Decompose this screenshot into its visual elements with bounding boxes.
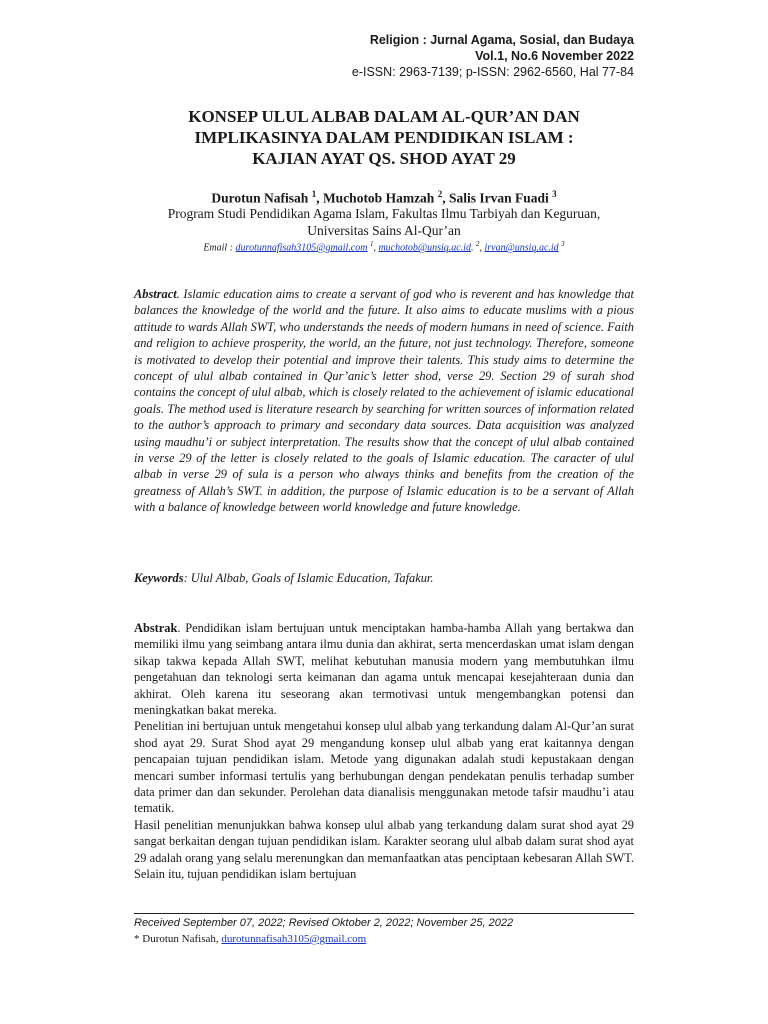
title-line: IMPLIKASINYA DALAM PENDIDIKAN ISLAM : [194, 128, 574, 147]
author-name: Muchotob Hamzah [322, 190, 435, 206]
journal-issn: e-ISSN: 2963-7139; p-ISSN: 2962-6560, Hal 77-84 [351, 65, 634, 79]
affiliation-line: Program Studi Pendidikan Agama Islam, Fakultas Ilmu Tarbiyah dan Keguruan, [167, 206, 601, 221]
abstract-label: Abstract [134, 287, 177, 301]
abstract-text: . Islamic education aims to create a servant of god who is reverent and has knowledge that balances the knowledge of the world and the future. It also aims to educate muslims with a pious attitude to wards Allah SWT, who understands the needs of modern humans in need of science. Faith and religion to achieve prosperity, the world, an the future, not just technology. Therefore, someone is motivated to develop their potential and improve their talents. This study aims to determine the concept of ulul albab contained in Qur’anic’s letter shod, verse 29. Section 29 of surah shod contains the concept of ulul albab, which is closely related to the achievement of islamic educational goals. The method used is literature research by searching for written sources of information related to the author’s approach to primary and secondary data sources. Data acquisition was analyzed using maudhu’i or subject interpretation. The results show that the concept of ulul albab contained in verse 29 of the letter is closely related to the goals of Islamic education. The caracter of ulul albab in verse 29 of sula is a person who always thinks and benefits from the creation of the greatness of Allah’s SWT. in addition, the purpose of Islamic education is to be a servant of Allah with a balance of knowledge between world knowledge and future knowledge. [134, 287, 634, 515]
keywords [134, 570, 634, 586]
email-line: Email : durotunnafisah3105@gmail.com $^1$, muchotob@unsiq.ac.id. $^2$, irvan@unsiq.ac.id $^3$ [203, 240, 565, 254]
email-link[interactable]: durotunnafisah3105@gmail.com [235, 242, 368, 254]
journal-name: Religion : Jurnal Agama, Sosial, dan Budaya [369, 33, 634, 47]
email-sup: 1 [369, 240, 374, 248]
abstract-english [134, 286, 634, 516]
email-link[interactable]: irvan@unsiq.ac.id [484, 242, 559, 254]
email-sup: 3 [561, 240, 565, 248]
email-link[interactable]: muchotob@unsiq.ac.id [378, 242, 471, 254]
journal-volume: Vol.1, No.6 November 2022 [475, 49, 634, 63]
title-line: KAJIAN AYAT QS. SHOD AYAT 29 [252, 149, 516, 168]
keywords-text: : Ulul Albab, Goals of Islamic Education, Tafakur. [183, 571, 434, 585]
corresponding-author [134, 932, 634, 946]
abstract-paragraph [134, 620, 634, 718]
author-name: Durotun Nafisah [211, 190, 309, 206]
corresponding-name: * Durotun Nafisah, [134, 933, 219, 945]
author-sup: 2 [437, 189, 443, 199]
abstract-indonesian [134, 620, 634, 883]
title-line: KONSEP ULUL ALBAB DALAM AL-QUR’AN DAN [188, 107, 580, 126]
corresponding-email-link[interactable]: durotunnafisah3105@gmail.com [221, 933, 367, 945]
author-list: Durotun Nafisah $^1$, Muchotob Hamzah $^2$, Salis Irvan Fuadi $^3$ [211, 189, 557, 206]
abstrak-label: Abstrak [134, 621, 178, 635]
footer-divider [134, 913, 634, 914]
email-label: Email : [203, 242, 234, 254]
received-dates: Received September 07, 2022; Revised Oktober 2, 2022; November 25, 2022 [134, 917, 514, 929]
abstrak-text: . Pendidikan islam bertujuan untuk menciptakan hamba-hamba Allah yang bertakwa dan memiliki ilmu yang seimbang antara ilmu dunia dan akhirat, serta mencerdaskan umat islam dengan sikap takwa kepada Allah SWT, melihat kebutuhan manusia modern yang membutuhkan ilmu pengetahuan dan teknologi serta keimanan dan agama untuk mencapai kesejahteraan dunia dan akhirat. Oleh karena itu seseorang akan termotivasi untuk mengembangkan potensi dan meningkatkan bakat mereka. [134, 621, 634, 718]
affiliation-line: Universitas Sains Al-Qur’an [307, 223, 461, 238]
keywords-label: Keywords [134, 571, 184, 585]
author-sup: 3 [552, 189, 557, 199]
paper-title [134, 106, 634, 169]
affiliation [134, 205, 634, 239]
abstract-paragraph: Penelitian ini bertujuan untuk mengetahui konsep ulul albab yang terkandung dalam Al-Qur’an surat shod ayat 29. Surat Shod ayat 29 mengandung konsep ulul albab yang erat kaitannya dengan pencapaian tujuan pendidikan islam. Metode yang digunakan adalah studi kepustakaan dengan mencari sumber informasi tertulis yang berhubungan dengan pendekatan penulis terhadap sumber data primer dan dan sekunder. Perolehan data dianalisis menggunakan metode tafsir maudhu’i atau tematik. [134, 719, 634, 816]
email-sup: 2 [475, 240, 480, 248]
author-name: Salis Irvan Fuadi [448, 190, 549, 206]
author-sup: 1 [311, 189, 317, 199]
journal-header [352, 32, 634, 80]
abstract-paragraph: Hasil penelitian menunjukkan bahwa konsep ulul albab yang terkandung dalam surat shod ayat 29 sangat berkaitan dengan tujuan pendidikan islam. Karakter seorang ulul albab dalam surat shod ayat 29 adalah orang yang selalu merenungkan dan memanfaatkan atas penciptaan kebesaran Allah SWT. Selain itu, tujuan pendidikan islam bertujuan [134, 817, 634, 882]
